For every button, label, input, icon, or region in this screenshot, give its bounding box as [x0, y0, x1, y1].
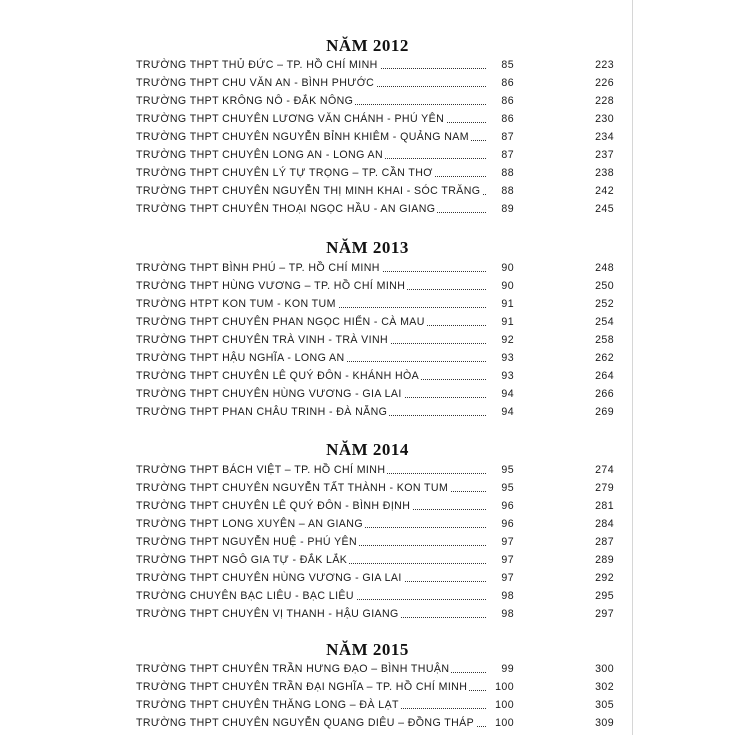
question-page: 91 — [486, 313, 514, 331]
question-page: 90 — [486, 277, 514, 295]
toc-row — [136, 367, 614, 385]
question-page: 92 — [486, 331, 514, 349]
answer-page: 262 — [595, 352, 614, 364]
question-page: 94 — [486, 385, 514, 403]
school-name: TRƯỜNG THPT LONG XUYÊN – AN GIANG — [136, 515, 365, 533]
question-page: 88 — [486, 182, 514, 200]
school-name: TRƯỜNG THPT CHUYÊN NGUYỄN QUANG DIÊU – ĐỒNG THÁP — [136, 714, 476, 732]
toc-row — [136, 92, 614, 110]
question-page: 90 — [486, 259, 514, 277]
school-name: TRƯỜNG THPT CHUYÊN THĂNG LONG – ĐÀ LẠT — [136, 696, 401, 714]
answer-page: 269 — [595, 406, 614, 418]
toc-row — [136, 461, 614, 479]
answer-page: 234 — [595, 131, 614, 143]
question-page: 99 — [486, 660, 514, 678]
section-year-heading: NĂM 2013 — [326, 238, 409, 257]
question-page: 86 — [486, 74, 514, 92]
answer-page: 254 — [595, 316, 614, 328]
question-page: 96 — [486, 497, 514, 515]
school-name: TRƯỜNG THPT HẬU NGHĨA - LONG AN — [136, 349, 347, 367]
toc-row — [136, 605, 614, 623]
question-page: 89 — [486, 200, 514, 218]
toc-row — [136, 277, 614, 295]
toc-row — [136, 56, 614, 74]
page-edge-line — [632, 0, 633, 735]
question-page: 95 — [486, 479, 514, 497]
toc-row — [136, 569, 614, 587]
question-page: 85 — [486, 56, 514, 74]
answer-page: 245 — [595, 203, 614, 215]
toc-row — [136, 128, 614, 146]
school-name: TRƯỜNG CHUYÊN BẠC LIÊU - BẠC LIÊU — [136, 587, 356, 605]
question-page: 93 — [486, 367, 514, 385]
section-year-heading: NĂM 2015 — [326, 640, 409, 659]
toc-row — [136, 696, 614, 714]
school-name: TRƯỜNG THPT CHUYÊN HÙNG VƯƠNG - GIA LAI — [136, 385, 404, 403]
toc-row — [136, 660, 614, 678]
answer-page: 228 — [595, 95, 614, 107]
answer-page: 248 — [595, 262, 614, 274]
toc-row — [136, 479, 614, 497]
question-page: 88 — [486, 164, 514, 182]
question-page: 98 — [486, 587, 514, 605]
school-name: TRƯỜNG THPT NGUYỄN HUỆ - PHÚ YÊN — [136, 533, 359, 551]
question-page: 97 — [486, 569, 514, 587]
toc-row — [136, 313, 614, 331]
school-name: TRƯỜNG THPT CHUYÊN TRẦN HƯNG ĐẠO – BÌNH THUẬN — [136, 660, 451, 678]
question-page: 86 — [486, 92, 514, 110]
school-name: TRƯỜNG THPT CHUYÊN LÝ TỰ TRỌNG – TP. CẦN THƠ — [136, 164, 435, 182]
school-name: TRƯỜNG THPT CHUYÊN LƯƠNG VĂN CHÁNH - PHÚ YÊN — [136, 110, 446, 128]
school-name: TRƯỜNG THPT CHUYÊN NGUYỄN THỊ MINH KHAI - SÓC TRĂNG — [136, 182, 482, 200]
school-name: TRƯỜNG HTPT KON TUM - KON TUM — [136, 295, 338, 313]
question-page: 94 — [486, 403, 514, 421]
answer-page: 292 — [595, 572, 614, 584]
answer-page: 297 — [595, 608, 614, 620]
toc-row — [136, 295, 614, 313]
toc-row — [136, 587, 614, 605]
school-name: TRƯỜNG THPT CHUYÊN VỊ THANH - HẬU GIANG — [136, 605, 401, 623]
answer-page: 230 — [595, 113, 614, 125]
school-name: TRƯỜNG THPT THỦ ĐỨC – TP. HỒ CHÍ MINH — [136, 56, 380, 74]
question-page: 97 — [486, 533, 514, 551]
answer-page: 238 — [595, 167, 614, 179]
toc-row — [136, 385, 614, 403]
answer-page: 295 — [595, 590, 614, 602]
school-name: TRƯỜNG THPT CHU VĂN AN - BÌNH PHƯỚC — [136, 74, 376, 92]
answer-page: 284 — [595, 518, 614, 530]
answer-page: 266 — [595, 388, 614, 400]
toc-row — [136, 146, 614, 164]
question-page: 100 — [486, 678, 514, 696]
school-name: TRƯỜNG THPT CHUYÊN NGUYỄN BỈNH KHIÊM - QUẢNG NAM — [136, 128, 471, 146]
school-name: TRƯỜNG THPT NGÔ GIA TỰ - ĐẮK LẮK — [136, 551, 349, 569]
school-name: TRƯỜNG THPT CHUYÊN LÊ QUÝ ĐÔN - KHÁNH HÒA — [136, 367, 421, 385]
school-name: TRƯỜNG THPT CHUYÊN HÙNG VƯƠNG - GIA LAI — [136, 569, 404, 587]
question-page: 91 — [486, 295, 514, 313]
question-page: 96 — [486, 515, 514, 533]
section-year-heading: NĂM 2012 — [326, 36, 409, 55]
school-name: TRƯỜNG THPT HÙNG VƯƠNG – TP. HỒ CHÍ MINH — [136, 277, 407, 295]
answer-page: 252 — [595, 298, 614, 310]
question-page: 93 — [486, 349, 514, 367]
toc-row — [136, 182, 614, 200]
school-name: TRƯỜNG THPT BÌNH PHÚ – TP. HỒ CHÍ MINH — [136, 259, 382, 277]
answer-page: 258 — [595, 334, 614, 346]
section-year-heading: NĂM 2014 — [326, 440, 409, 459]
school-name: TRƯỜNG THPT CHUYÊN TRÀ VINH - TRÀ VINH — [136, 331, 390, 349]
answer-page: 264 — [595, 370, 614, 382]
answer-page: 289 — [595, 554, 614, 566]
toc-row — [136, 714, 614, 732]
school-name: TRƯỜNG THPT CHUYÊN THOẠI NGỌC HẦU - AN GIANG — [136, 200, 437, 218]
toc-row — [136, 403, 614, 421]
school-name: TRƯỜNG THPT CHUYÊN LÊ QUÝ ĐÔN - BÌNH ĐỊNH — [136, 497, 412, 515]
toc-row — [136, 110, 614, 128]
toc-row — [136, 259, 614, 277]
question-page: 86 — [486, 110, 514, 128]
answer-page: 281 — [595, 500, 614, 512]
answer-page: 300 — [595, 663, 614, 675]
school-name: TRƯỜNG THPT CHUYÊN LONG AN - LONG AN — [136, 146, 385, 164]
answer-page: 274 — [595, 464, 614, 476]
toc-row — [136, 164, 614, 182]
answer-page: 237 — [595, 149, 614, 161]
question-page: 87 — [486, 128, 514, 146]
answer-page: 305 — [595, 699, 614, 711]
toc-row — [136, 678, 614, 696]
question-page: 97 — [486, 551, 514, 569]
school-name: TRƯỜNG THPT CHUYÊN NGUYỄN TẤT THÀNH - KON TUM — [136, 479, 450, 497]
toc-row — [136, 497, 614, 515]
toc-row — [136, 74, 614, 92]
toc-row — [136, 331, 614, 349]
answer-page: 250 — [595, 280, 614, 292]
school-name: TRƯỜNG THPT BÁCH VIỆT – TP. HỒ CHÍ MINH — [136, 461, 387, 479]
toc-row — [136, 551, 614, 569]
question-page: 95 — [486, 461, 514, 479]
toc-row — [136, 200, 614, 218]
question-page: 87 — [486, 146, 514, 164]
toc-row — [136, 533, 614, 551]
school-name: TRƯỜNG THPT PHAN CHÂU TRINH - ĐÀ NẴNG — [136, 403, 389, 421]
question-page: 100 — [486, 714, 514, 732]
answer-page: 242 — [595, 185, 614, 197]
school-name: TRƯỜNG THPT KRÔNG NÔ - ĐẮK NÔNG — [136, 92, 355, 110]
question-page: 100 — [486, 696, 514, 714]
question-page: 98 — [486, 605, 514, 623]
answer-page: 287 — [595, 536, 614, 548]
answer-page: 279 — [595, 482, 614, 494]
answer-page: 223 — [595, 59, 614, 71]
school-name: TRƯỜNG THPT CHUYÊN PHAN NGỌC HIỂN - CÀ MAU — [136, 313, 427, 331]
school-name: TRƯỜNG THPT CHUYÊN TRẦN ĐẠI NGHĨA – TP. HỒ CHÍ MINH — [136, 678, 469, 696]
toc-row — [136, 349, 614, 367]
toc-row — [136, 515, 614, 533]
answer-page: 226 — [595, 77, 614, 89]
answer-page: 309 — [595, 717, 614, 729]
answer-page: 302 — [595, 681, 614, 693]
